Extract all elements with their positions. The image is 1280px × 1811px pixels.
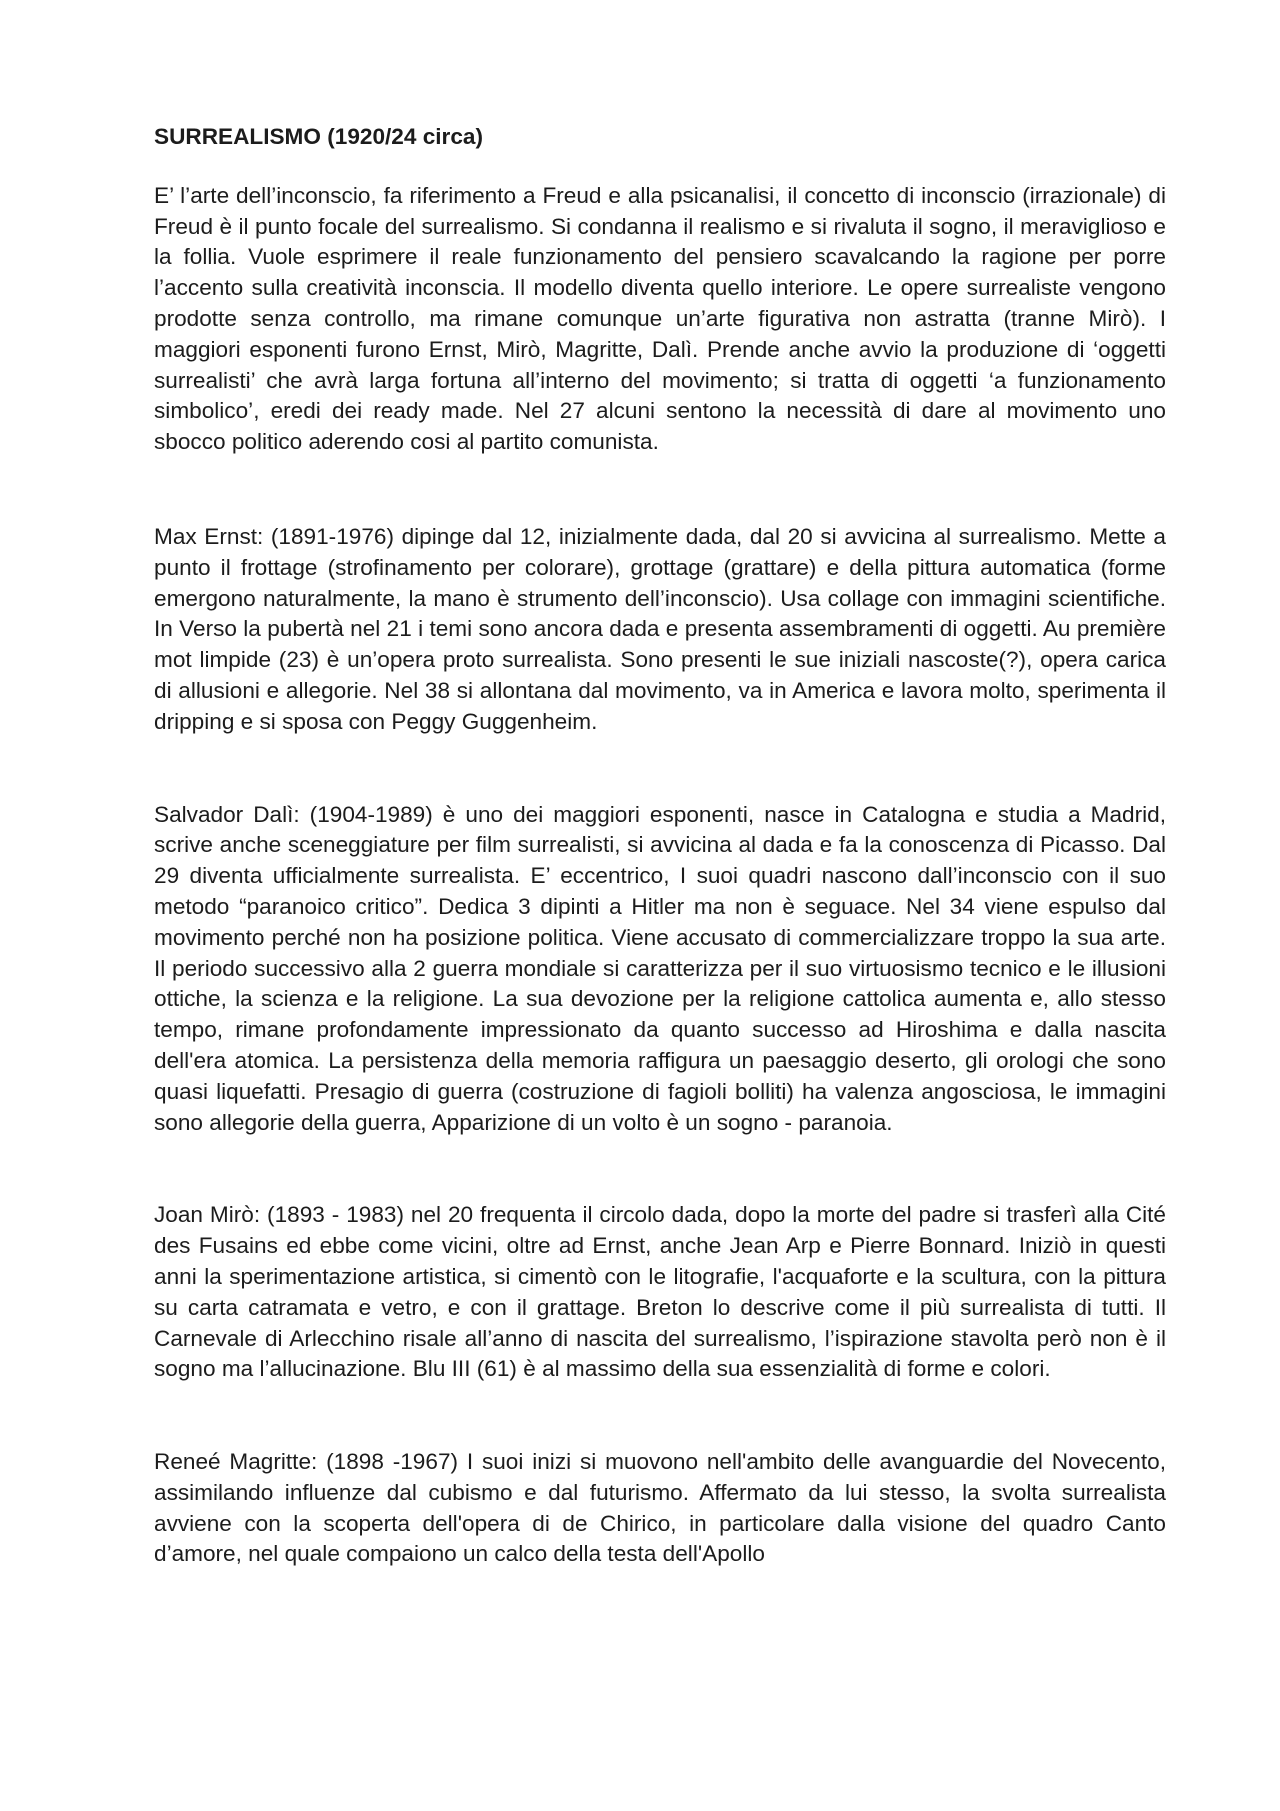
paragraph-salvador-dali: Salvador Dalì: (1904-1989) è uno dei maggiori esponenti, nasce in Catalogna e studia a Madrid, scrive anche sceneggiature per film surrealisti, si avvicina al dada e fa la conoscenza di Picasso. Dal 29 diventa ufficialmente surrealista. E’ eccentrico, I suoi quadri nascono dall’inconscio con il suo metodo “paranoico critico”. Dedica 3 dipinti a Hitler ma non è seguace. Nel 34 viene espulso dal movimento perché non ha posizione politica. Viene accusato di commercializzare troppo la sua arte. Il periodo successivo alla 2 guerra mondiale si caratterizza per il suo virtuosismo tecnico e le illusioni ottiche, la scienza e la religione. La sua devozione per la religione cattolica aumenta e, allo stesso tempo, rimane profondamente impressionato da quanto successo ad Hiroshima e dalla nascita dell'era atomica. La persistenza della memoria raffigura un paesaggio deserto, gli orologi che sono quasi liquefatti. Presagio di guerra (costruzione di fagioli bolliti) ha valenza angosciosa, le immagini sono allegorie della guerra, Apparizione di un volto è un sogno - paranoia. [154,801,1166,1135]
paragraph-joan-miro: Joan Mirò: (1893 - 1983) nel 20 frequenta il circolo dada, dopo la morte del padre si trasferì alla Cité des Fusains ed ebbe come vicini, oltre ad Ernst, anche Jean Arp e Pierre Bonnard. Iniziò in questi anni la sperimentazione artistica, si cimentò con le litografie, l'acquaforte e la scultura, con la pittura su carta catramata e vetro, e con il grattage. Breton lo descrive come il più surrealista di tutti. Il Carnevale di Arlecchino risale all’anno di nascita del surrealismo, l’ispirazione stavolta però non è il sogno ma l’allucinazione. Blu III (61) è al massimo della sua essenzialità di forme e colori. [154,1202,1166,1382]
document-title: SURREALISMO (1920/24 circa) [154,124,483,149]
paragraph-rene-magritte: Reneé Magritte: (1898 -1967) I suoi inizi si muovono nell'ambito delle avanguardie del Novecento, assimilando influenze dal cubismo e dal futurismo. Affermato da lui stesso, la svolta surrealista avviene con la scoperta dell'opera di de Chirico, in particolare dalla visione del quadro Canto d’amore, nel quale compaiono un calco della testa dell'Apollo [154,1449,1166,1567]
document-page [154,122,1166,1570]
paragraph-intro: E’ l’arte dell’inconscio, fa riferimento a Freud e alla psicanalisi, il concetto di inconscio (irrazionale) di Freud è il punto focale del surrealismo. Si condanna il realismo e si rivaluta il sogno, il meraviglioso e la follia. Vuole esprimere il reale funzionamento del pensiero scavalcando la ragione per porre l’accento sulla creatività inconscia. Il modello diventa quello interiore. Le opere surrealiste vengono prodotte senza controllo, ma rimane comunque un’arte figurativa non astratta (tranne Mirò). I maggiori esponenti furono Ernst, Mirò, Magritte, Dalì. Prende anche avvio la produzione di ‘oggetti surrealisti’ che avrà larga fortuna all’interno del movimento; si tratta di oggetti ‘a funzionamento simbolico’, eredi dei ready made. Nel 27 alcuni sentono la necessità di dare al movimento uno sbocco politico aderendo cosi al partito comunista. [154,182,1166,455]
paragraph-max-ernst: Max Ernst: (1891-1976) dipinge dal 12, inizialmente dada, dal 20 si avvicina al surrealismo. Mette a punto il frottage (strofinamento per colorare), grottage (grattare) e della pittura automatica (forme emergono naturalmente, la mano è strumento dell’inconscio). Usa collage con immagini scientifiche. In Verso la pubertà nel 21 i temi sono ancora dada e presenta assembramenti di oggetti. Au première mot limpide (23) è un’opera proto surrealista. Sono presenti le sue iniziali nascoste(?), opera carica di allusioni e allegorie. Nel 38 si allontana dal movimento, va in America e lavora molto, sperimenta il dripping e si sposa con Peggy Guggenheim. [154,523,1166,734]
